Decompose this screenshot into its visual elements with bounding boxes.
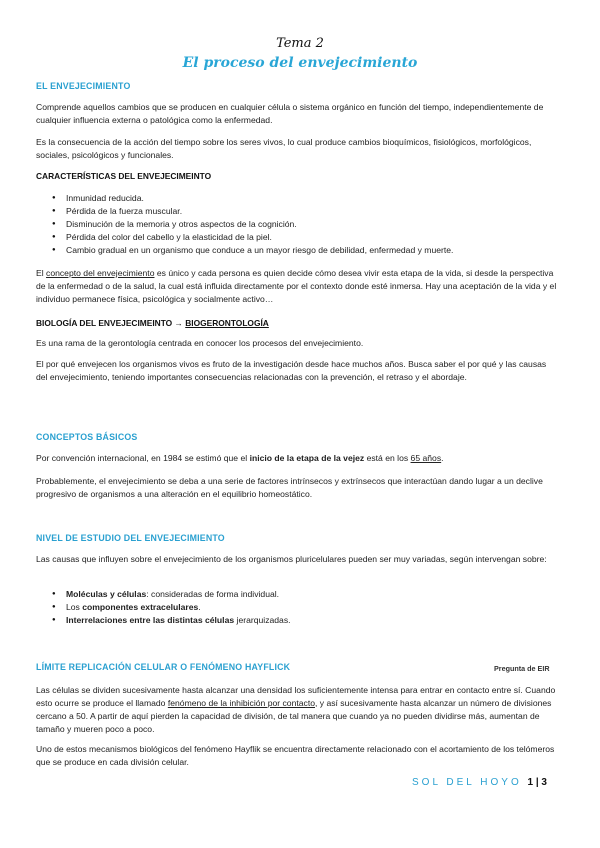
exam-question-tag: Pregunta de EIR [494, 664, 550, 673]
list-item: ● Disminución de la memoria y otros aspectos de la cognición. [36, 218, 560, 231]
paragraph: Comprende aquellos cambios que se producen en cualquier célula o sistema orgánico en función del tiempo, independientemente de cualquier influencia externa o patológica como la enfermedad. [36, 102, 544, 125]
paragraph: El concepto del envejecimiento es único y cada persona es quien decide cómo desea vivir esta etapa de la vida, si desde la perspectiva de la enfermedad o de la salud, la cual está influida directamente por el contexto donde esté inmersa. Hay una aceptación de la vida y el individuo permanece física, psicológica y socialmente activo… [36, 268, 557, 304]
paragraph: Es una rama de la gerontología centrada en conocer los procesos del envejecimiento. [36, 338, 364, 348]
age-link: 65 años [410, 453, 442, 463]
contact-inhibition-link: fenómeno de la inhibición por contacto [167, 698, 315, 708]
biogerontologia-link: BIOGERONTOLOGÍA [185, 318, 269, 328]
section-heading-conceptos: CONCEPTOS BÁSICOS [36, 432, 138, 442]
section-heading-envejecimiento: EL ENVEJECIMIENTO [36, 81, 131, 91]
section-heading-nivel: NIVEL DE ESTUDIO DEL ENVEJECIMIENTO [36, 533, 225, 543]
list-item: ● Pérdida de la fuerza muscular. [36, 205, 560, 218]
page-title: El proceso del envejecimiento [182, 55, 418, 71]
list-item: ● Los componentes extracelulares. [36, 601, 560, 614]
topic-label: Tema 2 [276, 36, 324, 51]
list-item: ● Pérdida del color del cabello y la elasticidad de la piel. [36, 231, 560, 244]
subheading-caracteristicas: CARACTERÍSTICAS DEL ENVEJECIMEINTO [36, 171, 212, 181]
paragraph: El por qué envejecen los organismos vivos es fruto de la investigación desde hace muchos años. Busca saber el por qué y las causas del envejecimiento, teniendo importantes consecuencias relacionadas con la prevención, el retraso y el abordaje. [36, 359, 547, 382]
characteristics-list [36, 192, 560, 257]
list-item: ● Interrelaciones entre las distintas células jerarquizadas. [36, 614, 560, 627]
author-name: SOL DEL HOYO [412, 777, 522, 788]
subheading-biologia: BIOLOGÍA DEL ENVEJECIMEINTO → BIOGERONTOLOGÍA [36, 318, 269, 328]
list-item: ● Moléculas y células: consideradas de forma individual. [36, 588, 560, 601]
page-number: 1 | 3 [527, 777, 547, 788]
paragraph: Las células se dividen sucesivamente hasta alcanzar una densidad los suficientemente intensa para entrar en contacto entre sí. Cuando esto ocurre se produce el llamado fenómeno de la inhibición por contacto, y así sucesivamente hasta alcanzar un número de divisiones cercano a 50. A partir de aquí pierden la capacidad de división, de tal manera que cuando ya no pueden dividirse más, aumentan de tamaño y mueren poco a poco. [36, 685, 556, 734]
paragraph: Uno de estos mecanismos biológicos del fenómeno Hayflik se encuentra directamente relacionado con el acortamiento de los telómeros que se produce en cada división celular. [36, 744, 555, 767]
list-item: ● Inmunidad reducida. [36, 192, 560, 205]
paragraph: Es la consecuencia de la acción del tiempo sobre los seres vivos, lo cual produce cambios bioquímicos, fisiológicos, morfológicos, sociales, psicológicos y funcionales. [36, 137, 532, 160]
levels-list [36, 588, 560, 627]
concept-link: concepto del envejecimiento [46, 268, 155, 278]
paragraph: Por convención internacional, en 1984 se estimó que el inicio de la etapa de la vejez está en los 65 años. [36, 453, 444, 463]
list-item: ● Cambio gradual en un organismo que conduce a un mayor riesgo de debilidad, enfermedad y muerte. [36, 244, 560, 257]
paragraph: Probablemente, el envejecimiento se deba a una serie de factores intrínsecos y extrínsecos que interactúan dando lugar a un declive progresivo de organismos a una alteración en el equilibrio homeostático. [36, 476, 543, 499]
page-footer [412, 777, 547, 788]
section-heading-hayflick: LÍMITE REPLICACIÓN CELULAR O FENÓMENO HAYFLICK [36, 662, 291, 672]
paragraph: Las causas que influyen sobre el envejecimiento de los organismos pluricelulares pueden ser muy variadas, según intervengan sobre: [36, 554, 547, 564]
